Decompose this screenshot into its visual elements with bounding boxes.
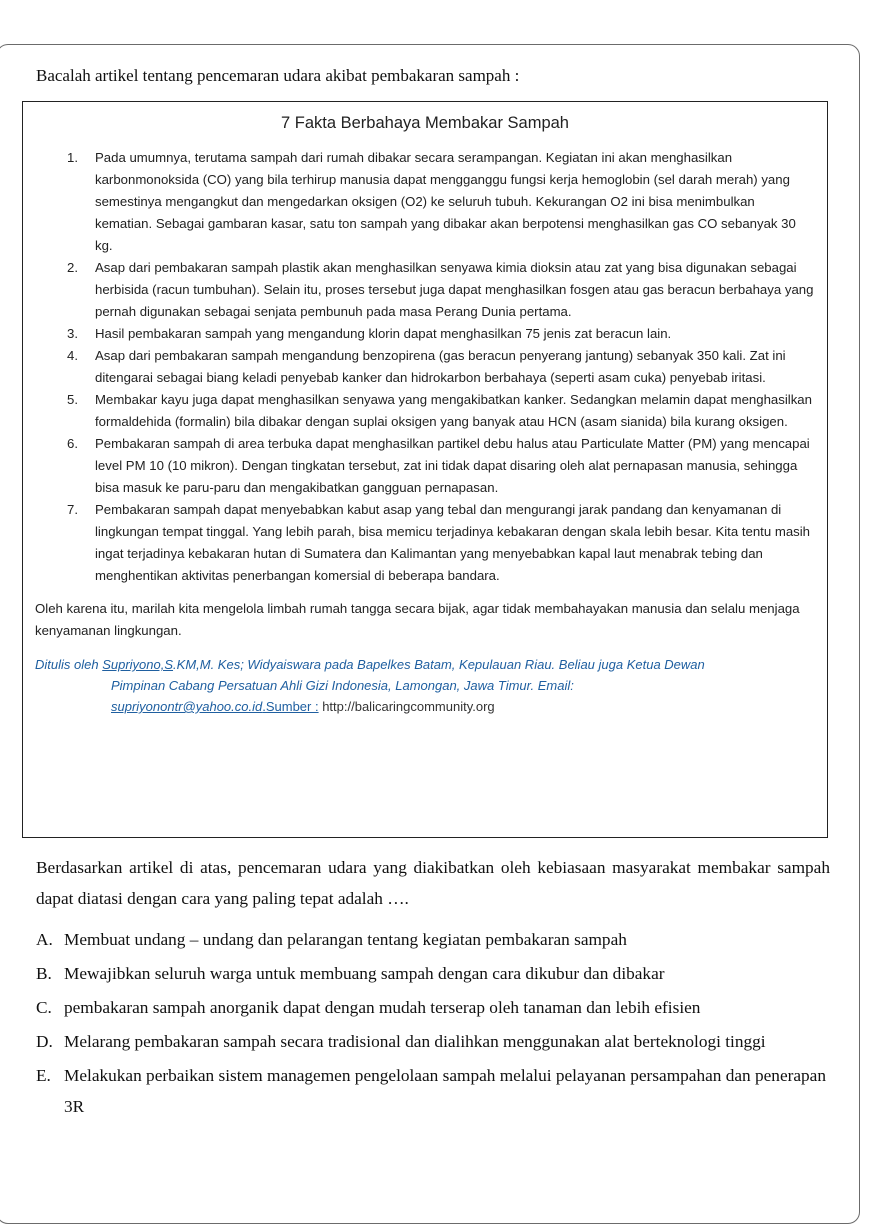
option-letter: D. <box>36 1032 53 1051</box>
fact-text: Membakar kayu juga dapat menghasilkan senyawa yang mengakibatkan kanker. Sedangkan melamin dapat menghasilkan formaldehida (formalin) bila dibakar dengan suplai oksigen yang banyak atau HCN (asam sianida) bila kurang oksigen. <box>95 392 812 429</box>
fact-text: Pembakaran sampah di area terbuka dapat menghasilkan partikel debu halus atau Particulate Matter (PM) yang mencapai level PM 10 (10 mikron). Dengan tingkatan tersebut, zat ini tidak dapat disaring oleh alat pernapasan manusia, sehingga bisa masuk ke paru-paru dan mengakibatkan gangguan pernapasan. <box>95 436 810 495</box>
fact-text: Asap dari pembakaran sampah mengandung benzopirena (gas beracun penyerang jantung) sebanyak 350 kali. Zat ini ditengarai sebagai biang keladi penyebab kanker dan hidrokarbon berbahaya (seperti asam cuka) penyebab iritasi. <box>95 348 786 385</box>
fact-item <box>23 345 827 389</box>
fact-number: 1. <box>67 150 78 165</box>
source-url: http://balicaringcommunity.org <box>318 699 495 714</box>
option-e[interactable] <box>36 1060 830 1122</box>
option-text: Membuat undang – undang dan pelarangan tentang kegiatan pembakaran sampah <box>64 930 627 949</box>
fact-number: 6. <box>67 436 78 451</box>
fact-text: Pada umumnya, terutama sampah dari rumah dibakar secara serampangan. Kegiatan ini akan menghasilkan karbonmonoksida (CO) yang bila terhirup manusia dapat mengganggu fungsi kerja hemoglobin (sel darah merah) yang semestinya mengangkut dan mengedarkan oksigen (O2) ke seluruh tubuh. Kekurangan O2 ini bisa menimbulkan kematian. Sebagai gambaran kasar, satu ton sampah yang dibakar akan berpotensi menghasilkan gas CO sebanyak 30 kg. <box>95 150 796 253</box>
option-letter: A. <box>36 930 53 949</box>
article-box <box>22 101 828 838</box>
fact-number: 4. <box>67 348 78 363</box>
option-d[interactable] <box>36 1026 830 1057</box>
answer-options <box>36 924 830 1125</box>
credit-line-2: Pimpinan Cabang Persatuan Ahli Gizi Indonesia, Lamongan, Jawa Timur. Email: <box>111 678 574 693</box>
closing-paragraph: Oleh karena itu, marilah kita mengelola limbah rumah tangga secara bijak, agar tidak membahayakan manusia dan selalu menjaga kenyamanan lingkungan. <box>35 601 800 638</box>
credit-line-1: .KM,M. Kes; Widyaiswara pada Bapelkes Batam, Kepulauan Riau. Beliau juga Ketua Dewan <box>173 657 705 672</box>
source-label: .Sumber : <box>262 699 319 714</box>
fact-item <box>23 433 827 499</box>
option-a[interactable] <box>36 924 830 955</box>
fact-number: 5. <box>67 392 78 407</box>
article-title: 7 Fakta Berbahaya Membakar Sampah <box>281 114 569 132</box>
option-text: Melarang pembakaran sampah secara tradisional dan dialihkan menggunakan alat berteknologi tinggi <box>64 1032 766 1051</box>
option-c[interactable] <box>36 992 830 1023</box>
option-letter: E. <box>36 1066 51 1085</box>
option-b[interactable] <box>36 958 830 989</box>
fact-number: 3. <box>67 326 78 341</box>
author-name: Supriyono,S <box>102 657 174 672</box>
fact-number: 2. <box>67 260 78 275</box>
option-text: Mewajibkan seluruh warga untuk membuang sampah dengan cara dikubur dan dibakar <box>64 964 665 983</box>
credit-line-3 <box>35 696 813 717</box>
option-text: Melakukan perbaikan sistem managemen pengelolaan sampah melalui pelayanan persampahan dan penerapan 3R <box>64 1066 826 1116</box>
option-letter: B. <box>36 964 52 983</box>
fact-text: Pembakaran sampah dapat menyebabkan kabut asap yang tebal dan mengurangi jarak pandang dan kenyamanan di lingkungan tempat tinggal. Yang lebih parah, bisa memicu terjadinya kebakaran dengan skala lebih besar. Kita tentu masih ingat terjadinya kebakaran hutan di Sumatera dan Kalimantan yang menyebabkan kapal laut menabrak tebing dan menghentikan aktivitas penerbangan komersial di beberapa bandara. <box>95 502 811 583</box>
fact-item <box>23 323 827 345</box>
intro-text: Bacalah artikel tentang pencemaran udara akibat pembakaran sampah : <box>36 66 520 85</box>
question-text: Berdasarkan artikel di atas, pencemaran udara yang diakibatkan oleh kebiasaan masyarakat membakar sampah dapat diatasi dengan cara yang paling tepat adalah …. <box>36 858 830 908</box>
option-letter: C. <box>36 998 52 1017</box>
fact-item <box>23 499 827 587</box>
fact-item <box>23 389 827 433</box>
fact-item <box>23 147 827 257</box>
author-credit <box>35 654 813 717</box>
fact-text: Hasil pembakaran sampah yang mengandung klorin dapat menghasilkan 75 jenis zat beracun lain. <box>95 326 672 341</box>
fact-item <box>23 257 827 323</box>
email-link[interactable]: supriyonontr@yahoo.co.id <box>111 699 263 714</box>
option-text: pembakaran sampah anorganik dapat dengan mudah terserap oleh tanaman dan lebih efisien <box>64 998 701 1017</box>
credit-prefix: Ditulis oleh <box>35 657 103 672</box>
fact-number: 7. <box>67 502 78 517</box>
fact-list <box>23 147 827 587</box>
fact-text: Asap dari pembakaran sampah plastik akan menghasilkan senyawa kimia dioksin atau zat yang bisa digunakan sebagai herbisida (racun tumbuhan). Selain itu, proses tersebut juga dapat menghasilkan fosgen atau gas beracun berbahaya yang pernah digunakan sebagai senjata pembunuh pada masa Perang Dunia pertama. <box>95 260 814 319</box>
